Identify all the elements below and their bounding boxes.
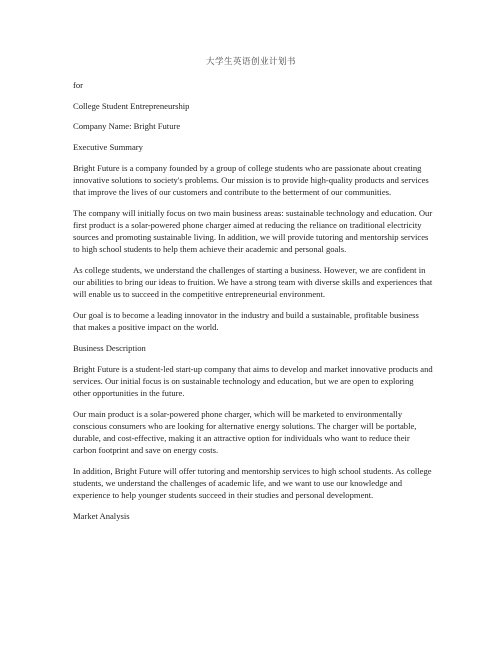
section-heading-executive-summary: Executive Summary — [73, 142, 143, 153]
executive-paragraph-4: Our goal is to become a leading innovator in the industry and build a sustainable, profitable business that makes a positive impact on the world. — [73, 310, 419, 333]
document-body — [73, 79, 433, 531]
heading-line: College Student Entrepreneurship — [73, 100, 190, 111]
executive-paragraph-3: As college students, we understand the challenges of starting a business. However, we are confident in our abilities to bring our ideas to fruition. We have a strong team with diverse skills and experiences that will enable us to succeed in the competitive entrepreneurial environment. — [73, 265, 433, 300]
executive-paragraph-1: Bright Future is a company founded by a group of college students who are passionate about creating innovative solutions to society's problems. Our mission is to provide high-quality products and services that improve the lives of our customers and contribute to the betterment of our communities. — [73, 162, 429, 197]
company-name-line: Company Name: Bright Future — [73, 121, 181, 132]
business-paragraph-2: Our main product is a solar-powered phone charger, which will be marketed to environmentally conscious consumers who are looking for alternative energy solutions. The charger will be portable, durable, and cost-effective, making it an attractive option for individuals who want to reduce their carbon footprint and save on energy costs. — [73, 408, 417, 456]
section-heading-market-analysis: Market Analysis — [73, 511, 130, 522]
section-heading-business-description: Business Description — [73, 343, 146, 354]
document-title: 大学生英语创业计划书 — [205, 57, 296, 67]
business-paragraph-3: In addition, Bright Future will offer tutoring and mentorship services to high school students. As college students, we understand the challenges of academic life, and we want to use our knowledge and experience to help younger students succeed in their studies and personal development. — [73, 466, 432, 501]
for-line: for — [73, 80, 84, 90]
executive-paragraph-2: The company will initially focus on two main business areas: sustainable technology and education. Our first product is a solar-powered phone charger aimed at reducing the reliance on traditional electricity sources and promoting sustainable living. In addition, we will provide tutoring and mentorship services to high school students to help them achieve their academic and personal goals. — [73, 207, 433, 255]
business-paragraph-1: Bright Future is a student-led start-up company that aims to develop and market innovative products and services. Our initial focus is on sustainable technology and education, but we are open to exploring other opportunities in the future. — [73, 363, 433, 398]
